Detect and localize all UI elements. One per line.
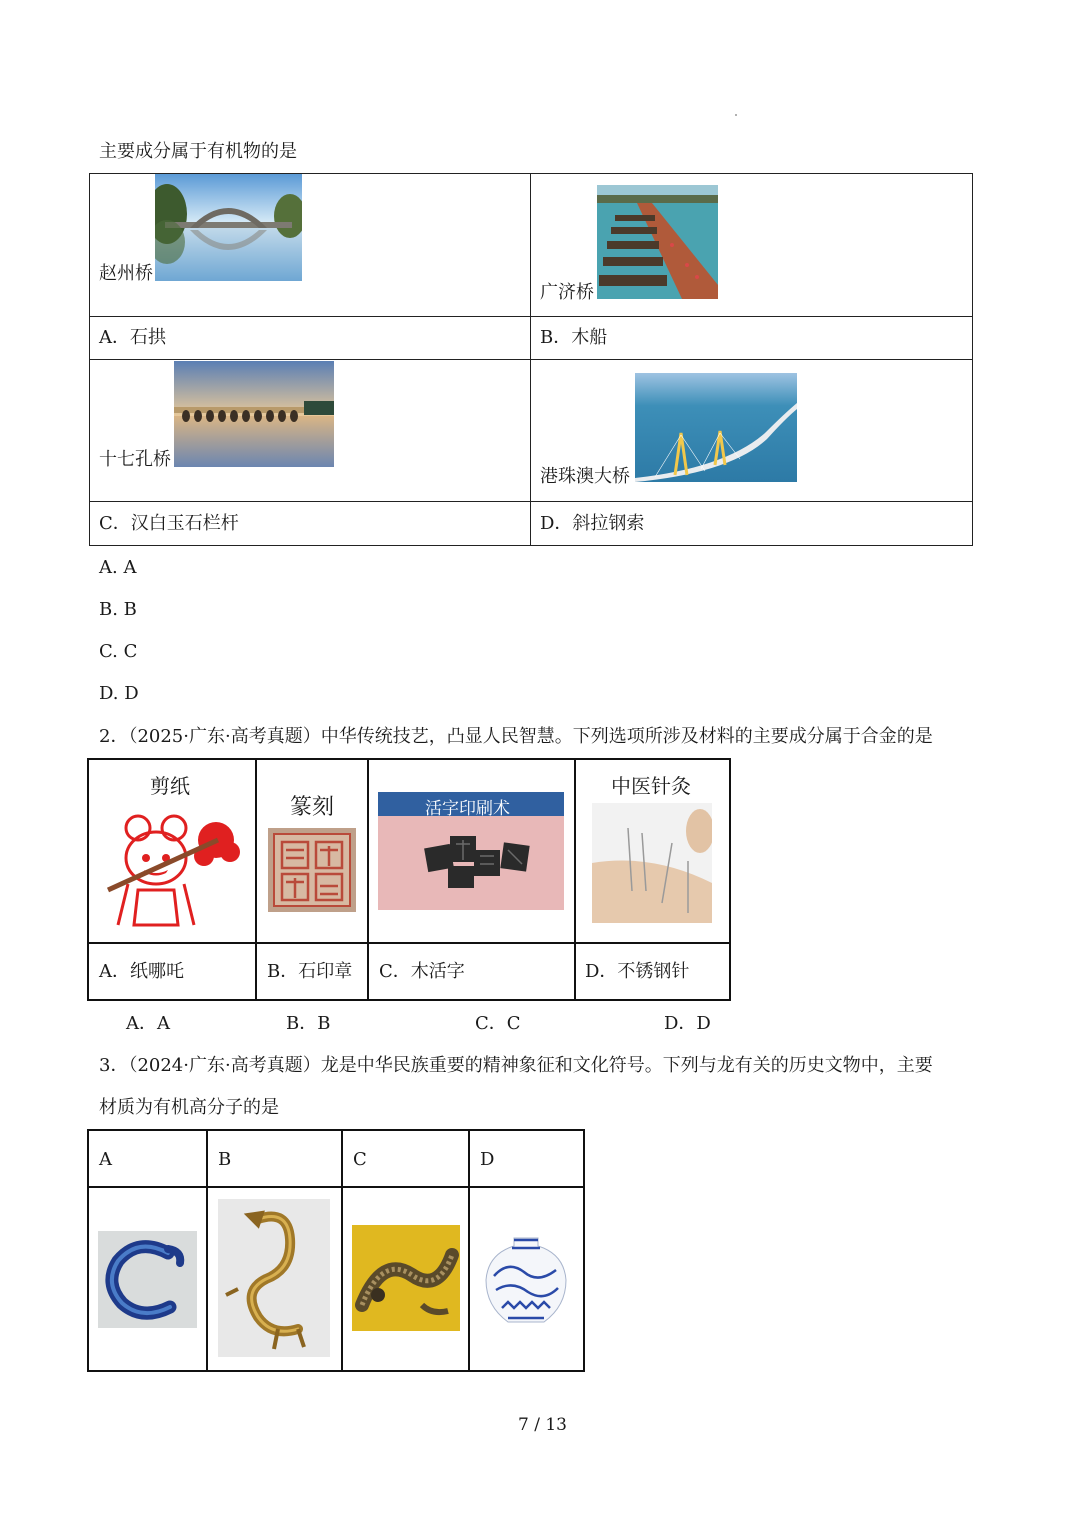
q2-option-d: D．不锈钢针 (585, 961, 690, 982)
porcelain-dragon-jar-image (478, 1232, 574, 1328)
q2-option-b: B．石印章 (267, 961, 353, 982)
paper-cut-nezha-image (98, 800, 246, 930)
jade-dragon-image (98, 1231, 197, 1328)
q3-header-d: D (480, 1149, 495, 1170)
zhaozhou-bridge-photo (155, 174, 302, 281)
acupuncture-needle-image (592, 803, 712, 923)
q3-header-a: A (99, 1149, 112, 1170)
q1-choice-b[interactable]: B. B (99, 599, 137, 620)
q2-choice-a[interactable]: A．A (126, 1013, 170, 1034)
q2-title-a: 剪纸 (150, 774, 190, 798)
seventeen-arch-bridge-photo (174, 361, 334, 467)
q2-choice-b[interactable]: B．B (286, 1013, 331, 1034)
q1-option-d: D．斜拉钢索 (540, 513, 645, 534)
q1-caption-c: 十七孔桥 (99, 449, 171, 470)
stone-seal-image (268, 828, 356, 912)
q3-stem-line2: 材质为有机高分子的是 (99, 1097, 279, 1118)
q2-stem: 2．（2025·广东·高考真题）中华传统技艺，凸显人民智慧。下列选项所涉及材料的主要成分属于合金的是 (99, 726, 933, 747)
q1-option-a: A．石拱 (99, 327, 166, 348)
q1-option-b: B．木船 (540, 327, 608, 348)
q3-stem-line1: 3．（2024·广东·高考真题）龙是中华民族重要的精神象征和文化符号。下列与龙有关的历史文物中，主要 (99, 1055, 933, 1076)
q1-caption-a: 赵州桥 (99, 263, 153, 284)
hzmb-bridge-photo (635, 373, 797, 482)
q3-header-b: B (218, 1149, 232, 1170)
q1-caption-b: 广济桥 (540, 282, 594, 303)
q2-title-d: 中医针灸 (611, 774, 691, 798)
guangji-bridge-photo (597, 185, 718, 299)
gilded-dragon-image (218, 1199, 330, 1357)
q1-choice-a[interactable]: A. A (99, 557, 137, 578)
q1-choice-c[interactable]: C. C (99, 641, 138, 662)
q2-option-a: A．纸哪吒 (99, 961, 184, 982)
embroidered-dragon-image (352, 1225, 460, 1331)
q2-title-b: 篆刻 (290, 795, 335, 820)
q2-choice-d[interactable]: D．D (664, 1013, 711, 1034)
q3-header-c: C (353, 1149, 367, 1170)
q2-choice-c[interactable]: C．C (475, 1013, 521, 1034)
scan-dot (735, 114, 737, 116)
q2-title-c: 活字印刷术 (425, 799, 510, 819)
q1-caption-d: 港珠澳大桥 (540, 466, 630, 487)
q1-option-c: C．汉白玉石栏杆 (99, 513, 239, 534)
q1-stem-tail: 主要成分属于有机物的是 (99, 141, 297, 162)
q1-choice-d[interactable]: D. D (99, 683, 139, 704)
page-number: 7 / 13 (518, 1415, 567, 1435)
q2-option-c: C．木活字 (379, 961, 465, 982)
